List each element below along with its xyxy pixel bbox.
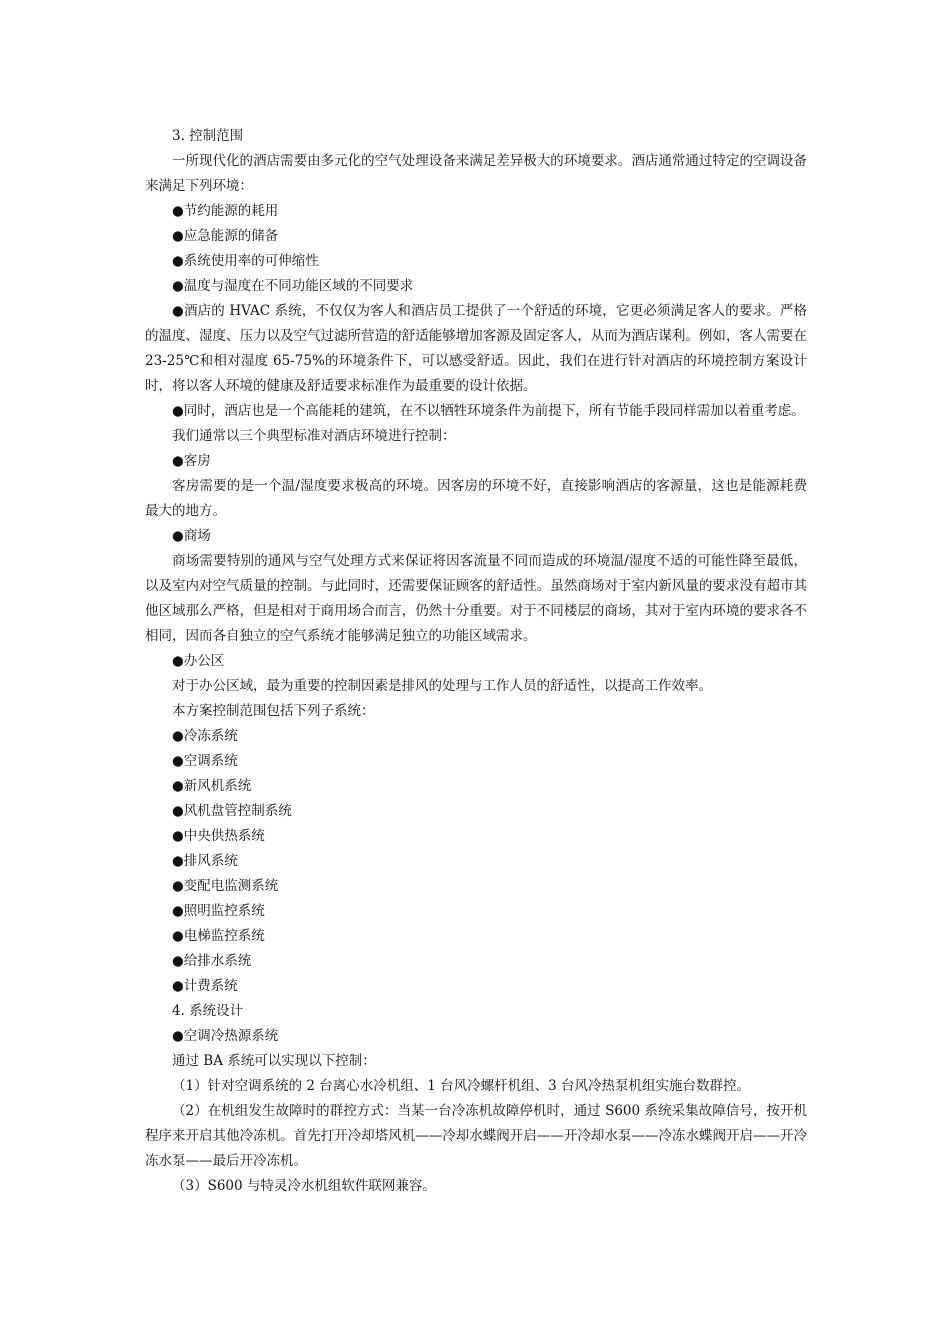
numbered-item: （3）S600 与特灵冷水机组软件联网兼容。 — [172, 1178, 436, 1194]
body-paragraph: 通过 BA 系统可以实现以下控制： — [172, 1053, 376, 1069]
bullet-item: ●空调系统 — [172, 753, 238, 769]
body-paragraph: 我们通常以三个典型标准对酒店环境进行控制： — [172, 428, 456, 444]
bullet-item: ●商场 — [172, 528, 211, 544]
hvac-paragraph: ●酒店的 HVAC 系统，不仅仅为客人和酒店员工提供了一个舒适的环境，它更必须满足客人的要求。严格的温度、湿度、压力以及空气过滤所营造的舒适能够增加客源及固定客人，从而为酒店谋利。例如，客人需要在 23-25℃和相对湿度 65-75%的环境条件下，可以感受舒适。因此，我们在进行针对酒店的环境控制方案设计时，将以客人环境的健康及舒适要求标准作为最重要的设计依据。 — [145, 303, 807, 394]
bullet-item: ●温度与湿度在不同功能区域的不同要求 — [172, 278, 414, 294]
bullet-item: ●计费系统 — [172, 978, 238, 994]
bullet-item: ●电梯监控系统 — [172, 928, 265, 944]
numbered-item: （2）在机组发生故障时的群控方式：当某一台冷冻机故障停机时，通过 S600 系统采集故障信号，按开机程序来开启其他冷冻机。首先打开冷却塔风机——冷却水蝶阀开启——开冷却水泵——冷冻水蝶阀开启——开冷冻水泵——最后开冷冻机。 — [145, 1103, 807, 1169]
bullet-item: ●冷冻系统 — [172, 728, 238, 744]
office-paragraph: 对于办公区域，最为重要的控制因素是排风的处理与工作人员的舒适性，以提高工作效率。 — [172, 678, 712, 694]
mall-paragraph: 商场需要特别的通风与空气处理方式来保证将因客流量不同而造成的环境温/湿度不适的可能性降至最低，以及室内对空气质量的控制。与此同时，还需要保证顾客的舒适性。虽然商场对于室内新风量的要求没有超市其他区域那么严格，但是相对于商用场合而言，仍然十分重要。对于不同楼层的商场，其对于室内环境的要求各不相同，因而各自独立的空气系统才能够满足独立的功能区域需求。 — [145, 553, 807, 644]
bullet-item: ●空调冷热源系统 — [172, 1028, 279, 1044]
body-paragraph: 本方案控制范围包括下列子系统： — [172, 703, 375, 719]
section-heading-system-design: 4. 系统设计 — [172, 1003, 244, 1019]
bullet-item: ●给排水系统 — [172, 953, 252, 969]
bullet-item: ●客房 — [172, 453, 211, 469]
intro-paragraph: 一所现代化的酒店需要由多元化的空气处理设备来满足差异极大的环境要求。酒店通常通过特定的空调设备来满足下列环境： — [145, 153, 807, 194]
energy-paragraph: ●同时，酒店也是一个高能耗的建筑，在不以牺牲环境条件为前提下，所有节能手段同样需加以着重考虑。 — [172, 403, 805, 419]
bullet-item: ●办公区 — [172, 653, 225, 669]
document-page — [145, 124, 807, 1199]
bullet-item: ●应急能源的储备 — [172, 228, 279, 244]
bullet-item: ●节约能源的耗用 — [172, 203, 279, 219]
section-heading-control-scope: 3. 控制范围 — [172, 128, 244, 144]
bullet-item: ●照明监控系统 — [172, 903, 265, 919]
bullet-item: ●风机盘管控制系统 — [172, 803, 292, 819]
numbered-item: （1）针对空调系统的 2 台离心水冷机组、1 台风冷螺杆机组、3 台风冷热泵机组实施台数群控。 — [172, 1078, 751, 1094]
bullet-item: ●排风系统 — [172, 853, 238, 869]
bullet-item: ●系统使用率的可伸缩性 — [172, 253, 319, 269]
bullet-item: ●变配电监测系统 — [172, 878, 279, 894]
guest-room-paragraph: 客房需要的是一个温/湿度要求极高的环境。因客房的环境不好，直接影响酒店的客源量，这也是能源耗费最大的地方。 — [145, 478, 807, 519]
bullet-item: ●中央供热系统 — [172, 828, 265, 844]
bullet-item: ●新风机系统 — [172, 778, 252, 794]
